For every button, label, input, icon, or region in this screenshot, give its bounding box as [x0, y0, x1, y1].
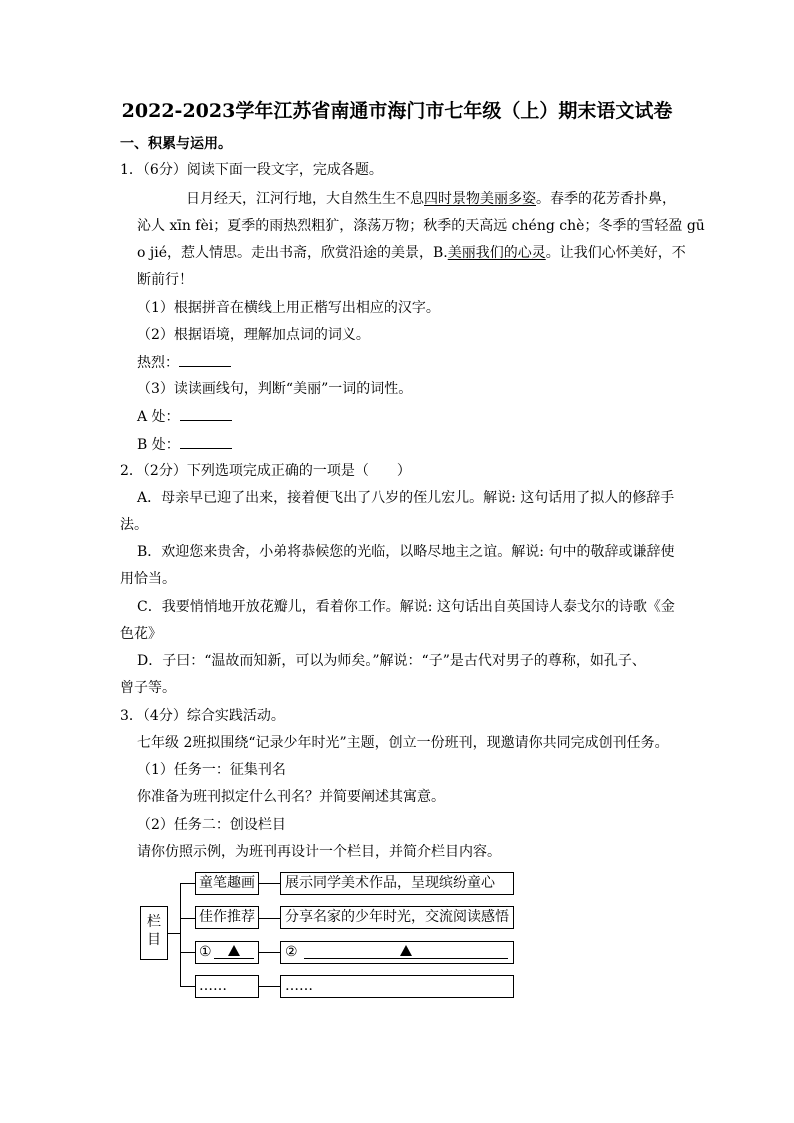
q1-passage-text: o jié，惹人情思。走出书斋，欣赏沿途的美景，B.	[137, 245, 448, 261]
diagram-connector	[180, 986, 195, 987]
blank-number: ①	[199, 944, 212, 960]
q2-option-b-cont: 用恰当。	[120, 571, 176, 587]
q3-stem: 3．（4分）综合实践活动。	[120, 708, 285, 724]
q1-passage-text: 。让我们心怀美好，不	[545, 245, 686, 261]
answer-blank[interactable]	[180, 406, 232, 421]
q2-option-c-cont: 色花》	[120, 626, 162, 642]
q1-passage-line4: 断前行！	[137, 272, 193, 288]
q3-intro: 七年级 2班拟围绕“记录少年时光”主题，创立一份班刊，现邀请你共同完成创刊任务。	[137, 735, 669, 751]
column-desc: 展示同学美术作品，呈现缤纷童心	[285, 875, 495, 891]
diagram-connector	[180, 883, 181, 986]
q1-passage-line1	[186, 189, 676, 209]
q2-option-b: B．欢迎您来贵舍，小弟将恭候您的光临，以略尽地主之谊。解说: 句中的敬辞或谦辞使	[137, 544, 675, 560]
q1-stem: 1．（6分）阅读下面一段文字，完成各题。	[120, 162, 383, 178]
triangle-icon	[228, 945, 240, 956]
column-name-box	[195, 872, 259, 895]
q1-sub3-b	[137, 434, 232, 455]
q2-option-d-cont: 曾子等。	[120, 680, 176, 696]
q2-option-a: A．母亲早已迎了出来，接着便飞出了八岁的侄儿宏儿。解说: 这句话用了拟人的修辞手	[137, 490, 675, 506]
answer-blank[interactable]	[179, 352, 231, 367]
answer-slot[interactable]	[304, 942, 508, 959]
answer-label: A 处：	[137, 409, 180, 425]
q3-task2-question: 请你仿照示例，为班刊再设计一个栏目，并简介栏目内容。	[137, 844, 501, 860]
q1-sub1: （1）根据拼音在横线上用正楷写出相应的汉字。	[137, 300, 440, 316]
column-desc-box	[280, 975, 514, 998]
answer-slot[interactable]	[214, 942, 254, 959]
column-desc-box	[280, 872, 514, 895]
diagram-connector	[259, 918, 280, 919]
column-name: 佳作推荐	[199, 909, 255, 925]
q1-passage-text: 日月经天，江河行地，大自然生生不息	[186, 191, 424, 207]
diagram-connector	[259, 986, 280, 987]
diagram-connector	[259, 883, 280, 884]
q1-sub3-a	[137, 406, 232, 427]
section-heading: 一、积累与运用。	[120, 136, 232, 152]
answer-label: B 处：	[137, 437, 180, 453]
column-name-box	[195, 975, 259, 998]
answer-label: 热烈：	[137, 355, 179, 371]
q2-option-c: C．我要悄悄地开放花瓣儿，看着你工作。解说: 这句话出自英国诗人泰戈尔的诗歌《金	[137, 599, 675, 615]
q3-task2: （2）任务二：创设栏目	[137, 817, 286, 833]
blank-number: ②	[285, 944, 298, 960]
diagram-root-box	[140, 906, 168, 960]
q2-stem: 2．（2分）下列选项完成正确的一项是（ ）	[120, 463, 411, 479]
ellipsis: ……	[285, 978, 313, 994]
column-name-box	[195, 906, 259, 929]
diagram-connector	[180, 883, 195, 884]
column-name-box-blank[interactable]	[195, 941, 259, 964]
column-desc-box	[280, 906, 514, 929]
diagram-connector	[180, 918, 195, 919]
q3-task1-question: 你准备为班刊拟定什么刊名？并简要阐述其寓意。	[137, 789, 445, 805]
q2-option-d: D．子曰：“温故而知新，可以为师矣。”解说：“子”是古代对男子的尊称，如孔子、	[137, 653, 646, 669]
diagram-connector	[180, 952, 195, 953]
q2-option-a-cont: 法。	[120, 517, 148, 533]
q1-passage-text: 。春季的花芳香扑鼻，	[536, 191, 676, 207]
diagram-connector	[168, 933, 180, 934]
column-name: 童笔趣画	[199, 875, 255, 891]
ellipsis: ……	[199, 978, 227, 994]
paper-title: 2022-2023学年江苏省南通市海门市七年级（上）期末语文试卷	[121, 100, 673, 122]
q1-passage-line3	[137, 243, 686, 263]
q1-sub2: （2）根据语境，理解加点词的词义。	[137, 327, 370, 343]
q1-sub3: （3）读读画线句，判断“美丽”一词的词性。	[137, 381, 413, 397]
triangle-icon	[400, 945, 412, 956]
q1-passage-line2: 沁人 xīn fèi；夏季的雨热烈粗犷，涤荡万物；秋季的天高远 chéng chè；冬季的雪轻盈 gū	[137, 218, 705, 234]
answer-blank[interactable]	[180, 434, 232, 449]
diagram-connector	[259, 952, 280, 953]
underlined-phrase-a: 四时景物美丽多姿	[424, 191, 536, 207]
column-desc-box-blank[interactable]	[280, 941, 514, 964]
q1-sub2-answer	[137, 352, 231, 373]
q3-task1: （1）任务一：征集刊名	[137, 762, 286, 778]
underlined-phrase-b: 美丽我们的心灵	[447, 245, 546, 261]
diagram-root-label: 栏目	[147, 914, 161, 948]
column-desc: 分享名家的少年时光，交流阅读感悟	[285, 909, 509, 925]
